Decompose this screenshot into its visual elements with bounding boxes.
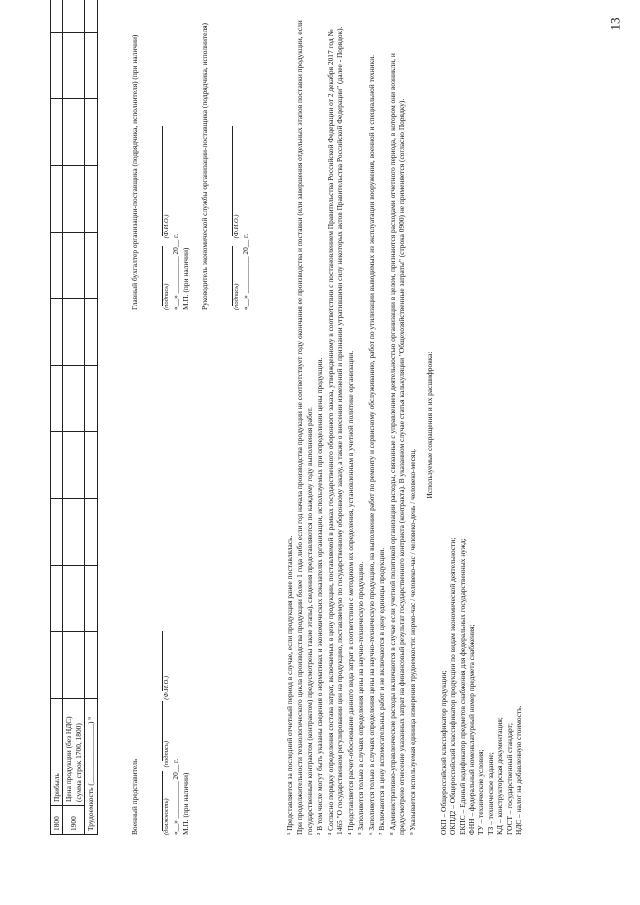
sig-sub-signature: (подпись) [232,283,240,310]
signature-title: Руководитель экономической службы организации-поставщика (подрядчика, исполнителя) [200,23,209,310]
table-cell [51,32,63,99]
footnote: ⁷ Включаются в цену вспомогательных работ и не включаются в цену единицы продукции. [377,547,387,835]
abbreviation-item: ТУ – технические условия; [476,749,486,835]
abbreviation-item: ГОСТ – государственный стандарт; [504,723,514,835]
footnote: ⁴ Представляется расчет-обоснование данного вида затрат в соответствии с методиком их определения, установленным в учетной политике организации. [345,350,355,835]
signature-sub-labels [233,10,241,310]
signature-lines [153,615,162,835]
table-cell [85,432,97,499]
signature-line [154,701,163,761]
table-cell [85,166,97,233]
signature-line [154,631,163,691]
table-cell [51,299,63,366]
signature-economic-head [200,10,251,310]
row-code: 1900 [63,806,85,835]
table-cell [63,232,85,299]
abbreviations-list [439,15,524,835]
table-cell [63,32,85,99]
abbreviation-item: ТЗ – техническое задание; [485,752,495,835]
footnote: ¹ Представляется за последний отчетный период в случае, если продукция ранее поставлялась. [285,535,294,835]
table-cell [63,99,85,166]
table-cell [51,432,63,499]
row-label: Трудоемкость (________________) ⁹ [85,699,97,835]
table-cell [63,299,85,366]
signature-line [154,126,163,236]
abbreviations-title: Используемые сокращения и их расшифровка: [425,351,435,499]
footnote: При продолжительности технологического цикла производства продукции более 1 года либо если год начала производства продукции не соответствует году окончания ее производства и поставки (или завершения отдельных этапов поставки продукции, если государственным контрактом (контрактом) предусмотрены такие этапы), сведения представляются по каждому году выполнения работ. [295,20,314,835]
signature-stamp: М.П. (при наличии) [180,772,190,835]
signature-line [154,771,163,831]
signature-title: Главный бухгалтер организации-поставщика (подрядчика, исполнителя) (при наличии) [130,34,139,310]
table-cell [85,632,97,699]
abbreviation-item: НДС – налог на добавленную стоимость. [514,705,524,835]
signature-date: «__» __________ 20__ г. [171,758,181,835]
table-cell [85,0,97,32]
table-cell [63,166,85,233]
table-cell [63,365,85,432]
table-row [85,0,97,835]
table-cell [51,166,63,233]
sig-sub-signature: (подпись) [162,741,170,768]
signature-title: Военный представитель [130,758,139,835]
signature-line [224,246,233,306]
table-cell [85,499,97,566]
table-cell [63,0,85,32]
signature-sub-labels [163,615,171,835]
table-cell [51,499,63,566]
table-cell [85,365,97,432]
table-cell [85,32,97,99]
table-row [63,0,85,835]
signature-date: «__» __________ 20__ г. [171,233,181,310]
table-row [51,0,63,835]
footnote: ³ Согласно порядку определения состава затрат, включаемых в цену продукции, поставляемой в рамках государственного оборонного заказа, утвержденному в соответствии с постановлением Правительства Российской Федерации от 2 декабря 2017 год № 1465 "О государственном регулировании цен на продукцию, поставляемую по государственному оборонному заказу, а также о внесении изменений и признании утратившими силу некоторых актов Правительства Российской Федерации" (далее - Порядок). [325,26,345,835]
sig-sub-signature: (подпись) [162,283,170,310]
signature-chief-accountant [130,10,190,310]
abbreviation-item: КД – конструкторская документация; [495,717,505,835]
signature-stamp: М.П. (при наличии) [180,247,190,310]
signature-date: «__» __________ 20__ г. [241,233,251,310]
footnote: ⁸ Административно-управленческие расходы включаются в случае если учетной политикой организации расходы, связанные с управлением деятельностью организации в целом, признаются расходами отчетного периода, в котором они возникли, и предусмотрено отнесение указанных затрат на финансовый результат государственного контракта (контракта). В указанном случае статья калькуляции "Общехозяйственные затраты" (строка 0900) не применяется (согласно Порядку). [387,53,407,835]
footnotes [285,15,524,835]
footnote: ⁵ Заполняется только в случаях определения цены на научно-техническую продукцию. [356,561,366,835]
table-cell [51,232,63,299]
table-cell [63,565,85,632]
signature-military-rep [130,615,190,835]
footnote: ⁶ Заполняется только в случаях определения цены на научно-техническую продукцию, на выполнение работ по ремонту и сервисному обслуживанию, работ по утилизации выводимых из эксплуатации вооружения, военной и специальной техники. [366,54,376,835]
abbreviation-item: ОКП – Общероссийский классификатор продукции; [438,670,448,835]
abbreviation-item: ЕКПС – Единый кодификатор предметов снабжения для федеральных государственных нужд; [457,538,467,835]
table-cell [63,632,85,699]
signature-lines [223,10,232,310]
abbreviation-item: ОКПД2 – Общероссийский классификатор продукции по видам экономической деятельности; [448,537,458,835]
table-cell [85,299,97,366]
signature-lines [153,10,162,310]
signature-sub-labels [163,10,171,310]
row-label: Прибыль [51,699,63,806]
table-cell [85,99,97,166]
page-number: 13 [607,17,623,31]
row-label: Цена продукции (без НДС) (сумма строк 1700, 1800) [63,699,85,806]
abbreviation-item: ФНН – федеральный номенклатурный номер предмета снабжения; [466,624,476,835]
table-cell [63,432,85,499]
cost-table [50,0,98,835]
rotated-content [30,10,630,890]
table-cell [85,232,97,299]
signature-line [154,246,163,306]
footnote: ⁹ Указывается используемая единица измерения трудоемкости: нормо-час / человеко-час / человеко-день / человеко-месяц. [407,448,417,835]
sig-sub-position: (должность) [162,798,170,835]
footnote: ² В том числе могут быть указаны сведения о нормативах и экономических показателях организации, используемых при определении цены продукции. [315,357,325,835]
table-cell [51,0,63,32]
table-cell [51,565,63,632]
signature-line [224,126,233,236]
sig-sub-name: (Ф.И.О.) [162,675,170,700]
sig-sub-name: (Ф.И.О.) [232,214,240,239]
table-cell [85,565,97,632]
table-cell [63,499,85,566]
sig-sub-name: (Ф.И.О.) [162,214,170,239]
row-code: 1800 [51,806,63,835]
table-cell [51,632,63,699]
table-cell [51,365,63,432]
table-cell [51,99,63,166]
